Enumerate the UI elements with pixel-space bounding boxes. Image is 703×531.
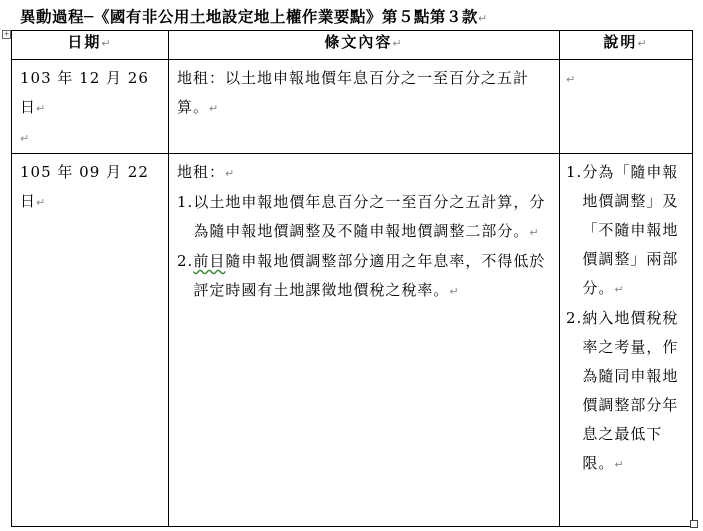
paragraph-mark-icon: ↵ — [20, 132, 31, 145]
paragraph-mark-icon: ↵ — [614, 458, 625, 471]
header-date — [12, 31, 169, 60]
header-note-label: 說明 — [603, 33, 638, 51]
header-note — [560, 31, 693, 60]
list-item — [566, 304, 686, 479]
spellcheck-underlined-text[interactable]: 前目 — [193, 252, 226, 270]
cell-end-mark-icon: ↵ — [392, 37, 404, 50]
provision-cell — [169, 154, 560, 527]
paragraph-mark-icon: ↵ — [477, 12, 488, 25]
table-move-handle-icon[interactable]: + — [3, 30, 10, 38]
list-item — [177, 188, 553, 247]
list-item-text: 以土地申報地價年息百分之一至百分之五計算，分為隨申報地價調整及不隨申報地價調整二部分。 — [193, 193, 546, 240]
date-line-1: 103 年 12 月 26 — [20, 69, 149, 87]
list-item — [566, 158, 686, 304]
paragraph-mark-icon: ↵ — [36, 102, 47, 115]
provision-cell — [169, 60, 560, 154]
paragraph-mark-icon: ↵ — [529, 226, 540, 239]
document-title — [20, 5, 488, 27]
date-line-2: 日 — [20, 98, 37, 116]
paragraph-mark-icon: ↵ — [614, 283, 625, 296]
document-title-text: 異動過程─《國有非公用土地設定地上權作業要點》第５點第３款 — [20, 7, 478, 26]
paragraph-mark-icon: ↵ — [225, 167, 236, 180]
paragraph-mark-icon: ↵ — [566, 73, 576, 86]
list-item-number: 1. — [177, 193, 194, 211]
note-cell — [560, 60, 693, 154]
date-line-1: 105 年 09 月 22 — [20, 163, 149, 181]
list-item — [177, 247, 553, 306]
header-provision — [169, 31, 560, 60]
list-item-number: 2. — [177, 252, 194, 270]
date-line-2: 日 — [20, 192, 37, 210]
paragraph-mark-icon: ↵ — [209, 102, 220, 115]
list-item-text: 納入地價稅稅率之考量，作為隨同申報地價調整部分年息之最低下限。 — [582, 309, 679, 472]
date-cell — [12, 154, 169, 527]
table-row — [12, 60, 693, 154]
list-item-text: 隨申報地價調整部分適用之年息率，不得低於評定時國有土地課徵地價稅之稅率。 — [193, 252, 546, 299]
amendment-table — [11, 30, 693, 527]
header-provision-label: 條文內容 — [324, 33, 393, 51]
paragraph-mark-icon: ↵ — [36, 196, 47, 209]
table-row — [12, 154, 693, 527]
cell-end-mark-icon: ↵ — [637, 37, 649, 50]
note-cell — [560, 154, 693, 527]
list-item-number: 1. — [566, 163, 583, 181]
cell-end-mark-icon: ↵ — [101, 37, 113, 50]
date-cell — [12, 60, 169, 154]
table-resize-handle-icon[interactable] — [690, 520, 698, 528]
table-header-row — [12, 31, 693, 60]
list-item-text: 分為「隨申報地價調整」及「不隨申報地價調整」兩部分。 — [582, 163, 679, 297]
provision-intro: 地租： — [177, 163, 226, 181]
header-date-label: 日期 — [67, 33, 102, 51]
provision-text: 地租：以土地申報地價年息百分之一至百分之五計算。 — [177, 69, 530, 116]
list-item-number: 2. — [566, 309, 583, 327]
paragraph-mark-icon: ↵ — [449, 285, 460, 298]
